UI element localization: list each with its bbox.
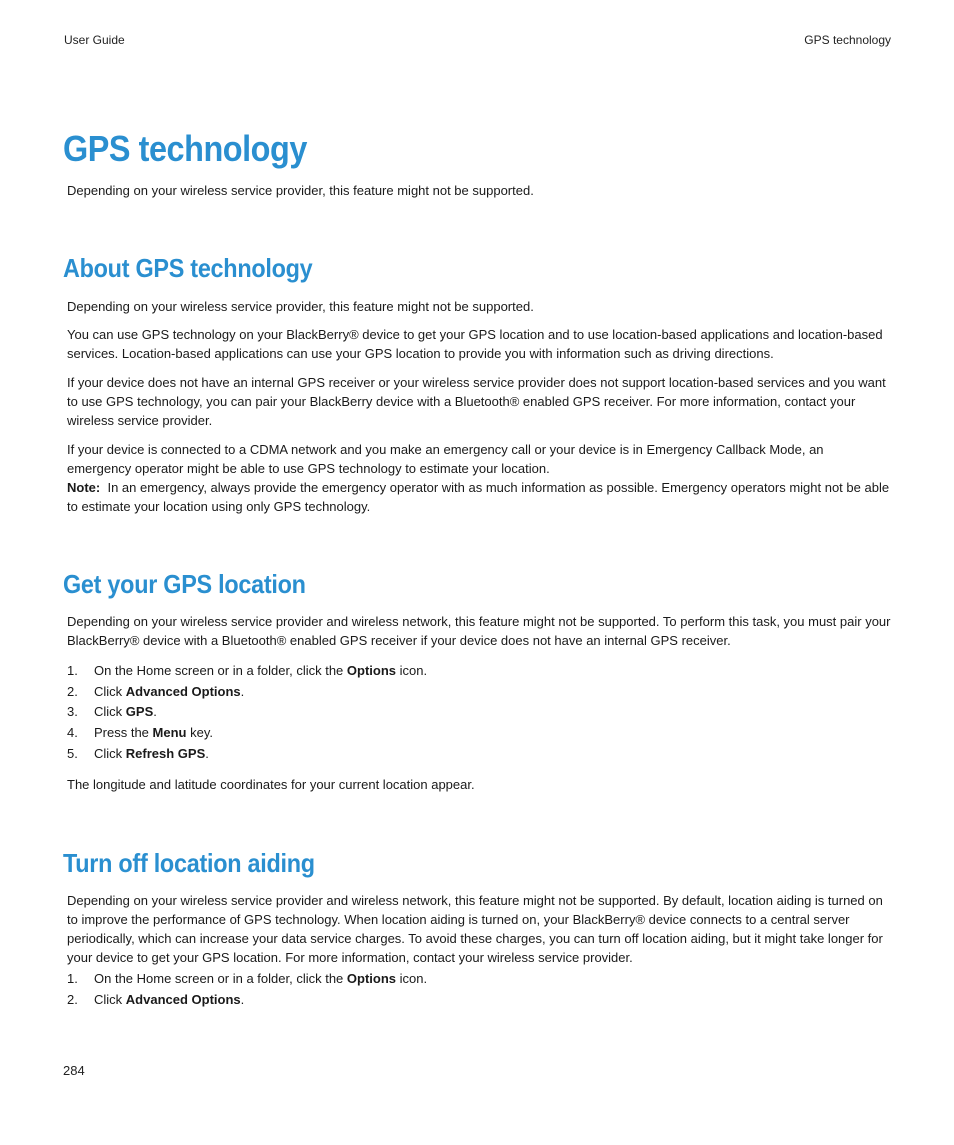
page-title: GPS technology [63,128,307,169]
ui-term-options: Options [346,663,397,678]
document-page: User Guide GPS technology GPS technology Depending on your wireless service provider, this feature might not be supported. About GPS technology Depending on your wireless service provider, this feature might not be supported. You can use GPS technology on your BlackBerry® device to get your GPS location and to use location-based applications and location-based services. Location-based applications can use your GPS location to provide you with information such as driving directions. If your device does not have an internal GPS receiver or your wireless service provider does not support location-based services and you want to use GPS technology, you can pair your BlackBerry device with a Bluetooth® enabled GPS receiver. For more information, contact your wireless service provider. If your device is connected to a CDMA network and you make an emergency call or your device is in Emergency Callback Mode, an emergency operator might be able to use GPS technology to estimate your location. Note: In an emergency, always provide the emergency operator with as much information as possible. Emergency operators might not be able to estimate your location using only GPS technology. Get your GPS location Depending on your wireless service provider and wireless network, this feature might not be supported. To perform this task, you must pair your BlackBerry® device with a Bluetooth® enabled GPS receiver if your device does not have an internal GPS receiver. 1. On the Home screen or in a folder, click the Options icon. 2. Click Advanced Options. 3. Click GPS. 4. Press the Menu key. 5. Click Refresh GPS. The longitude and latitude coordinates for your current location appear. Turn off location aiding Depending on your wireless service provider and wireless network, this feature might not be supported. By default, location aiding is turned on to improve the performance of GPS technology. When location aiding is turned on, your BlackBerry® device connects to a central server periodically, which can increase your data service charges. To avoid these charges, you can turn off location aiding, but it might take longer for your device to get your GPS location. For more information, contact your wireless service provider. 1. On the Home screen or in a folder, click the Options icon. 2. Click Advanced Options. 284 [63,33,891,1078]
ui-term-options: Options [346,971,397,986]
about-paragraph-1: Depending on your wireless service provider, this feature might not be supported. [67,299,534,314]
get-location-result: The longitude and latitude coordinates for your current location appear. [67,777,475,792]
page-number: 284 [63,1063,85,1078]
section-heading-aiding: Turn off location aiding [63,848,315,878]
about-paragraph-3: If your device does not have an internal GPS receiver or your wireless service provider does not support location-based services and you want to use GPS technology, you can pair your BlackBerry device with a Bluetooth® enabled GPS receiver. For more information, contact your wireless service provider. [67,375,886,428]
ui-term-refresh-gps: Refresh GPS [125,745,206,761]
section-heading-about: About GPS technology [63,253,313,283]
ui-term-advanced-options: Advanced Options [125,991,241,1007]
running-header-right: GPS technology [804,33,891,47]
running-header-left: User Guide [64,33,125,47]
title-note: Depending on your wireless service provider, this feature might not be supported. [67,183,534,198]
aiding-intro: Depending on your wireless service provider and wireless network, this feature might not be supported. By default, location aiding is turned on to improve the performance of GPS technology. When location aiding is turned on, your BlackBerry® device connects to a central server periodically, which can increase your data service charges. To avoid these charges, you can turn off location aiding, but it might take longer for your device to get your GPS location. For more information, contact your wireless service provider. [67,893,883,965]
about-cdma-text: If your device is connected to a CDMA network and you make an emergency call or your device is in Emergency Callback Mode, an emergency operator might be able to use GPS technology to estimate your location. [67,442,824,476]
about-paragraph-2: You can use GPS technology on your BlackBerry® device to get your GPS location and to use location-based applications and location-based services. Location-based applications can use your GPS location to provide you with information such as driving directions. [67,327,883,361]
note-label: Note: [67,480,101,495]
ui-term-advanced-options: Advanced Options [125,683,241,699]
ui-term-menu: Menu [152,725,187,741]
ui-term-gps: GPS [125,704,154,720]
note-text: In an emergency, always provide the emergency operator with as much information as possible. Emergency operators might not be able to estimate your location using only GPS technology. [67,480,890,514]
about-paragraph-4 [67,440,891,516]
section-heading-get-location: Get your GPS location [63,569,306,599]
get-location-intro: Depending on your wireless service provider and wireless network, this feature might not be supported. To perform this task, you must pair your BlackBerry® device with a Bluetooth® enabled GPS receiver if your device does not have an internal GPS receiver. [67,614,891,648]
